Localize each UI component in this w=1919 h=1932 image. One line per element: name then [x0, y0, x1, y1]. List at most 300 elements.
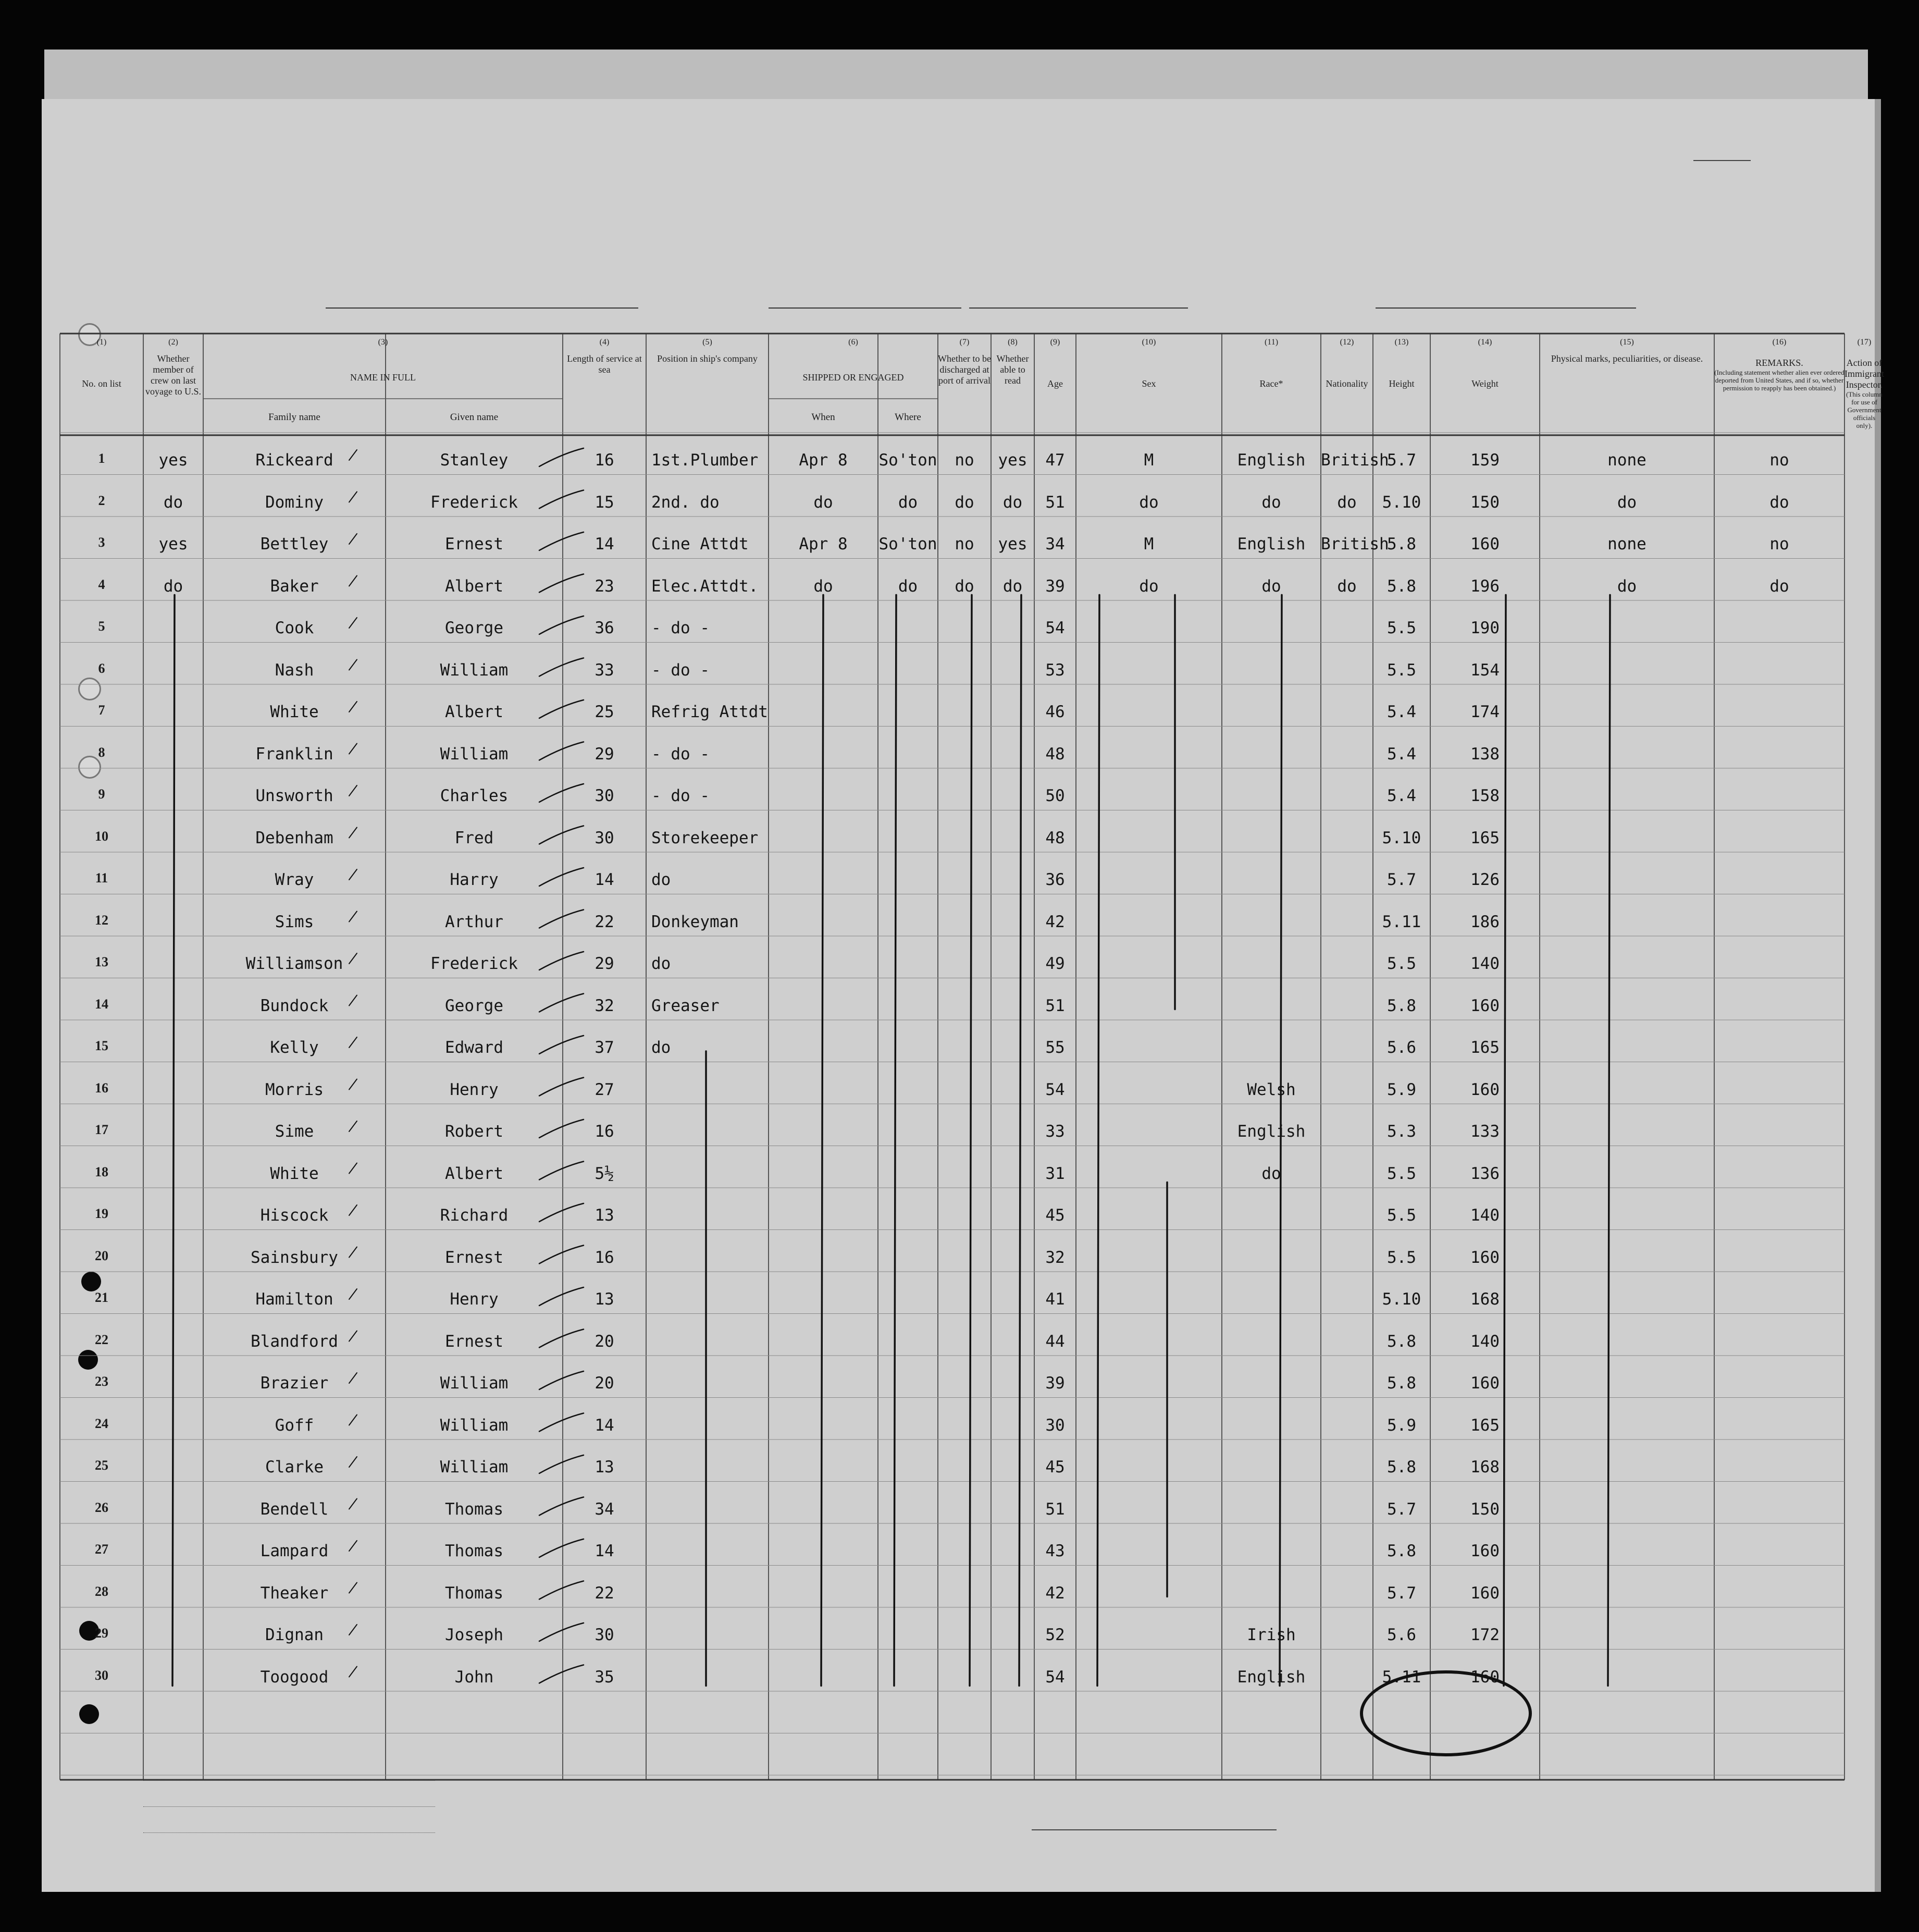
- cell-age: 41: [1045, 1290, 1065, 1309]
- cell-age: 46: [1045, 703, 1065, 721]
- cell-weight: 168: [1470, 1290, 1500, 1309]
- column-label: Race*: [1259, 378, 1283, 389]
- owners-field: [133, 1798, 435, 1810]
- cell-family: Dignan: [265, 1626, 324, 1644]
- row-number: 29: [95, 1626, 108, 1641]
- row-number: 30: [95, 1667, 108, 1683]
- cell-nationality: do: [1337, 576, 1357, 596]
- local-agents-field: [133, 1824, 435, 1836]
- cell-position: Refrig Attdt: [651, 703, 768, 721]
- column-subheader: Family name: [268, 412, 320, 423]
- cell-position: do: [651, 870, 671, 889]
- cell-service: 36: [595, 619, 614, 637]
- cell-height: 5.5: [1387, 1164, 1416, 1183]
- row-number: 8: [98, 744, 105, 760]
- cell-family: Goff: [275, 1416, 314, 1435]
- cell-service: 14: [595, 1542, 614, 1560]
- cell-service: 20: [595, 1374, 614, 1393]
- row-number: 11: [95, 870, 108, 885]
- cell-given: Thomas: [445, 1583, 503, 1603]
- table-row: [42, 577, 1881, 613]
- cell-service: 30: [595, 786, 614, 805]
- cell-age: 42: [1045, 912, 1065, 931]
- cell-height: 5.8: [1387, 576, 1416, 596]
- cell-age: 48: [1045, 744, 1065, 764]
- cell-marks: do: [1617, 493, 1637, 512]
- vessel-line: [42, 279, 1813, 310]
- cell-age: 39: [1045, 576, 1065, 596]
- cell-age: 42: [1045, 1583, 1065, 1603]
- cell-given: Robert: [445, 1122, 503, 1141]
- cell-weight: 150: [1470, 493, 1500, 512]
- cell-height: 5.5: [1387, 954, 1416, 973]
- cell-crew: do: [163, 576, 183, 596]
- row-number: 22: [95, 1332, 108, 1347]
- column-header: [1034, 338, 1076, 389]
- cell-family: Brazier: [260, 1374, 329, 1393]
- cell-remarks: do: [1769, 576, 1789, 596]
- cell-given: Joseph: [445, 1626, 503, 1644]
- row-number: 2: [98, 493, 105, 508]
- cell-read: yes: [998, 451, 1027, 470]
- cell-given: William: [440, 660, 509, 680]
- cell-given: William: [440, 1374, 509, 1393]
- cell-height: 5.8: [1387, 1332, 1416, 1351]
- cell-height: 5.5: [1387, 1248, 1416, 1267]
- cell-remarks: do: [1769, 493, 1789, 512]
- cell-height: 5.8: [1387, 535, 1416, 553]
- cell-when: do: [813, 576, 833, 596]
- column-number: (7): [959, 338, 970, 347]
- cell-sex: do: [1139, 493, 1159, 512]
- cell-height: 5.4: [1387, 703, 1416, 721]
- cell-height: 5.7: [1387, 1583, 1416, 1603]
- cell-position: do: [651, 954, 671, 973]
- cell-race: do: [1261, 493, 1281, 512]
- column-header: [1222, 338, 1321, 389]
- cell-service: 5½: [595, 1164, 614, 1183]
- cell-age: 55: [1045, 1038, 1065, 1057]
- table-row: [42, 1374, 1881, 1410]
- cell-family: Wray: [275, 870, 314, 889]
- cell-marks: none: [1607, 535, 1646, 553]
- cell-weight: 138: [1470, 744, 1500, 764]
- cell-service: 30: [595, 828, 614, 847]
- cell-position: 1st.Plumber: [651, 451, 759, 470]
- from-port-underline: [1376, 307, 1636, 309]
- table-row: [42, 913, 1881, 949]
- column-number: (16): [1772, 338, 1787, 347]
- mm-office-stamp: [1360, 1667, 1532, 1756]
- cell-service: 22: [595, 912, 614, 931]
- cell-height: 5.4: [1387, 786, 1416, 805]
- cell-age: 44: [1045, 1332, 1065, 1351]
- cell-family: White: [270, 1164, 319, 1183]
- table-row: [42, 1122, 1881, 1159]
- cell-race: English: [1237, 535, 1306, 553]
- cell-given: Frederick: [430, 954, 518, 973]
- line-field: [133, 1772, 435, 1784]
- column-number: (12): [1340, 338, 1354, 347]
- cell-height: 5.7: [1387, 451, 1416, 470]
- cell-family: Debenham: [255, 828, 333, 847]
- cell-age: 50: [1045, 786, 1065, 805]
- cell-position: Greaser: [651, 996, 720, 1015]
- cell-where: do: [898, 493, 918, 512]
- cell-service: 32: [595, 996, 614, 1015]
- row-number: 19: [95, 1206, 108, 1221]
- cell-discharged: do: [955, 493, 974, 512]
- sheet-number-label: [1693, 149, 1751, 165]
- cell-family: Theaker: [260, 1583, 329, 1603]
- cell-weight: 140: [1470, 1332, 1500, 1351]
- cell-position: - do -: [651, 619, 710, 637]
- table-row: [42, 451, 1881, 487]
- column-header: [1076, 338, 1222, 389]
- cell-weight: 160: [1470, 1583, 1500, 1603]
- column-header: [1714, 338, 1844, 392]
- cell-given: Ernest: [445, 1332, 503, 1351]
- table-row: [42, 1626, 1881, 1662]
- cell-age: 51: [1045, 1499, 1065, 1519]
- cell-family: Hamilton: [255, 1290, 333, 1309]
- cell-position: Elec.Attdt.: [651, 576, 759, 596]
- table-row: [42, 1332, 1881, 1369]
- cell-given: Harry: [450, 870, 499, 889]
- cell-when: do: [813, 493, 833, 512]
- cell-age: 54: [1045, 1667, 1065, 1687]
- cell-family: Bettley: [260, 535, 329, 553]
- row-number: 12: [95, 912, 108, 928]
- previous-sheet-strip: [44, 50, 1868, 102]
- cell-height: 5.11: [1382, 1667, 1421, 1687]
- cell-family: Morris: [265, 1080, 324, 1099]
- cell-service: 33: [595, 660, 614, 680]
- row-number: 16: [95, 1080, 108, 1096]
- column-subheader: Given name: [450, 412, 499, 423]
- table-row: [42, 1584, 1881, 1620]
- cell-given: William: [440, 1416, 509, 1435]
- cell-weight: 140: [1470, 954, 1500, 973]
- row-number: 15: [95, 1038, 108, 1053]
- cell-position: Storekeeper: [651, 828, 759, 847]
- cell-race: English: [1237, 451, 1306, 470]
- cell-discharged: no: [955, 535, 974, 553]
- cell-family: Sime: [275, 1122, 314, 1141]
- column-number: (14): [1478, 338, 1492, 347]
- column-header: [938, 338, 991, 386]
- cell-family: Unsworth: [255, 786, 333, 805]
- inspector-label: [1032, 1829, 1277, 1832]
- row-number: 1: [98, 451, 105, 466]
- manifest-page: [42, 99, 1884, 1892]
- cell-family: Clarke: [265, 1458, 324, 1476]
- cell-position: 2nd. do: [651, 493, 720, 512]
- column-label: Weight: [1471, 378, 1499, 389]
- column-note: (This column for use of Government officials only).: [1846, 390, 1883, 429]
- column-header: [563, 338, 646, 375]
- cell-age: 51: [1045, 996, 1065, 1015]
- row-number: 21: [95, 1290, 108, 1305]
- cell-given: Arthur: [445, 912, 503, 931]
- column-label: Sex: [1142, 378, 1156, 389]
- cell-height: 5.7: [1387, 870, 1416, 889]
- cell-position: - do -: [651, 786, 710, 805]
- cell-family: Sims: [275, 912, 314, 931]
- column-number: (17): [1857, 338, 1872, 347]
- cell-marks: none: [1607, 451, 1646, 470]
- table-row: [42, 1080, 1881, 1117]
- cell-weight: 186: [1470, 912, 1500, 931]
- cell-read: yes: [998, 535, 1027, 553]
- table-row: [42, 1416, 1881, 1453]
- column-label: NAME IN FULL: [350, 372, 416, 383]
- column-number: (11): [1264, 338, 1279, 347]
- cell-family: Toogood: [260, 1667, 329, 1687]
- column-number: (3): [378, 338, 388, 347]
- cell-service: 13: [595, 1458, 614, 1476]
- table-row: [42, 786, 1881, 823]
- column-header: [1321, 338, 1373, 389]
- cell-weight: 165: [1470, 1416, 1500, 1435]
- cell-discharged: do: [955, 576, 974, 596]
- cell-service: 16: [595, 1248, 614, 1267]
- cell-family: Cook: [275, 619, 314, 637]
- cell-family: Hiscock: [260, 1206, 329, 1225]
- cell-height: 5.8: [1387, 1374, 1416, 1393]
- row-number: 13: [95, 954, 108, 969]
- cell-crew: yes: [158, 535, 188, 553]
- cell-weight: 160: [1470, 1248, 1500, 1267]
- row-number: 27: [95, 1542, 108, 1557]
- table-row: [42, 954, 1881, 991]
- cell-weight: 190: [1470, 619, 1500, 637]
- row-number: 5: [98, 619, 105, 634]
- cell-position: Cine Attdt: [651, 535, 749, 553]
- cell-height: 5.5: [1387, 660, 1416, 680]
- cell-age: 39: [1045, 1374, 1065, 1393]
- column-number: (5): [702, 338, 712, 347]
- cell-family: Williamson: [245, 954, 343, 973]
- column-label: Position in ship's company: [657, 353, 758, 364]
- cell-height: 5.8: [1387, 1542, 1416, 1560]
- cell-race: English: [1237, 1122, 1306, 1141]
- table-row: [42, 1500, 1881, 1536]
- cell-height: 5.10: [1382, 828, 1421, 847]
- column-header: [143, 338, 203, 397]
- column-header: [1540, 338, 1714, 364]
- cell-family: Lampard: [260, 1542, 329, 1560]
- cell-age: 51: [1045, 493, 1065, 512]
- table-row: [42, 1290, 1881, 1326]
- cell-weight: 160: [1470, 535, 1500, 553]
- cell-given: Richard: [440, 1206, 509, 1225]
- cell-age: 34: [1045, 535, 1065, 553]
- column-label: REMARKS.: [1755, 358, 1803, 368]
- cell-when: Apr 8: [799, 535, 848, 553]
- column-label: Action of Immigrant Inspector.: [1844, 358, 1884, 390]
- table-row: [42, 745, 1881, 781]
- column-number: (10): [1142, 338, 1156, 347]
- cell-weight: 160: [1470, 1080, 1500, 1099]
- cell-height: 5.3: [1387, 1122, 1416, 1141]
- cell-service: 23: [595, 576, 614, 596]
- cell-weight: 160: [1470, 1374, 1500, 1393]
- cell-age: 52: [1045, 1626, 1065, 1644]
- column-label: Nationality: [1326, 378, 1368, 389]
- cell-service: 16: [595, 451, 614, 470]
- cell-weight: 159: [1470, 451, 1500, 470]
- cell-weight: 160: [1470, 1667, 1500, 1687]
- cell-given: Edward: [445, 1038, 503, 1057]
- cell-height: 5.8: [1387, 996, 1416, 1015]
- cell-service: 20: [595, 1332, 614, 1351]
- column-label: Whether able to read: [996, 353, 1029, 386]
- cell-height: 5.11: [1382, 912, 1421, 931]
- cell-age: 49: [1045, 954, 1065, 973]
- cell-weight: 172: [1470, 1626, 1500, 1644]
- cell-service: 22: [595, 1583, 614, 1603]
- cell-family: Kelly: [270, 1038, 319, 1057]
- column-number: (6): [848, 338, 858, 347]
- cell-weight: 165: [1470, 828, 1500, 847]
- row-number: 6: [98, 660, 105, 676]
- cell-position: Donkeyman: [651, 912, 739, 931]
- cell-race: Irish: [1247, 1626, 1296, 1644]
- cell-age: 48: [1045, 828, 1065, 847]
- table-row: [42, 996, 1881, 1033]
- cell-race: Welsh: [1247, 1080, 1296, 1099]
- cell-weight: 158: [1470, 786, 1500, 805]
- cell-service: 34: [595, 1499, 614, 1519]
- cell-height: 5.5: [1387, 619, 1416, 637]
- cell-family: Blandford: [251, 1332, 338, 1351]
- cell-height: 5.6: [1387, 1038, 1416, 1057]
- cell-height: 5.10: [1382, 493, 1421, 512]
- cell-race: English: [1237, 1667, 1306, 1687]
- table-row: [42, 1038, 1881, 1075]
- row-number: 28: [95, 1583, 108, 1599]
- port-underline: [769, 307, 961, 309]
- column-header: [203, 338, 563, 383]
- cell-given: Thomas: [445, 1499, 503, 1519]
- cell-marks: do: [1617, 576, 1637, 596]
- table-row: [42, 661, 1881, 697]
- vessel-underline: [326, 307, 638, 309]
- cell-weight: 154: [1470, 660, 1500, 680]
- cell-when: Apr 8: [799, 451, 848, 470]
- row-number: 18: [95, 1164, 108, 1179]
- binder-hole: [79, 1704, 99, 1724]
- column-number: (2): [168, 338, 178, 347]
- row-number: 10: [95, 828, 108, 844]
- cell-service: 14: [595, 535, 614, 553]
- cell-service: 29: [595, 954, 614, 973]
- cell-height: 5.9: [1387, 1416, 1416, 1435]
- column-header: [769, 338, 938, 383]
- date-underline: [969, 307, 1188, 309]
- column-header: [646, 338, 769, 364]
- column-header: [60, 338, 143, 389]
- row-number: 7: [98, 703, 105, 718]
- column-header: [991, 338, 1034, 386]
- cell-service: 14: [595, 870, 614, 889]
- cell-weight: 150: [1470, 1499, 1500, 1519]
- column-label: Whether member of crew on last voyage to U.S.: [145, 353, 201, 397]
- cell-given: John: [454, 1667, 494, 1687]
- cell-height: 5.9: [1387, 1080, 1416, 1099]
- cell-nationality: British: [1321, 451, 1389, 470]
- column-number: (13): [1394, 338, 1409, 347]
- cell-service: 13: [595, 1290, 614, 1309]
- cell-family: Dominy: [265, 493, 324, 512]
- cell-weight: 160: [1470, 996, 1500, 1015]
- cell-age: 32: [1045, 1248, 1065, 1267]
- cell-race: do: [1261, 576, 1281, 596]
- column-number: (9): [1050, 338, 1060, 347]
- cell-position: - do -: [651, 660, 710, 680]
- row-number: 4: [98, 576, 105, 592]
- column-label: Whether to be discharged at port of arrival: [938, 353, 991, 386]
- table-row: [42, 1248, 1881, 1285]
- cell-given: Albert: [445, 1164, 503, 1183]
- table-row: [42, 1206, 1881, 1242]
- table-row: [42, 493, 1881, 530]
- table-row: [42, 1668, 1881, 1704]
- cell-height: 5.7: [1387, 1499, 1416, 1519]
- column-number: (4): [599, 338, 610, 347]
- row-number: 24: [95, 1416, 108, 1431]
- table-row: [42, 703, 1881, 739]
- row-number: 20: [95, 1248, 108, 1263]
- column-label: SHIPPED OR ENGAGED: [802, 372, 904, 383]
- column-number: (8): [1008, 338, 1018, 347]
- cell-read: do: [1002, 493, 1023, 512]
- column-number: (1): [96, 338, 107, 347]
- cell-weight: 136: [1470, 1164, 1500, 1183]
- table-row: [42, 619, 1881, 655]
- cell-position: do: [651, 1038, 671, 1057]
- cell-service: 37: [595, 1038, 614, 1057]
- column-label: Physical marks, peculiarities, or disease.: [1551, 353, 1703, 364]
- cell-age: 33: [1045, 1122, 1065, 1141]
- column-subheader: When: [811, 412, 835, 423]
- cell-family: White: [270, 703, 319, 721]
- cell-given: George: [445, 996, 503, 1015]
- cell-service: 25: [595, 703, 614, 721]
- cell-weight: 196: [1470, 576, 1500, 596]
- cell-family: Bendell: [260, 1499, 329, 1519]
- cell-weight: 126: [1470, 870, 1500, 889]
- cell-discharged: no: [955, 451, 974, 470]
- column-note: (Including statement whether alien ever ordered deported from United States, and if so, whether permission to reapply has been obtained.): [1714, 368, 1844, 392]
- cell-service: 30: [595, 1626, 614, 1644]
- cell-age: 45: [1045, 1206, 1065, 1225]
- cell-height: 5.10: [1382, 1290, 1421, 1309]
- cell-read: do: [1002, 576, 1023, 596]
- cell-age: 54: [1045, 619, 1065, 637]
- cell-age: 53: [1045, 660, 1065, 680]
- cell-where: So'ton: [878, 451, 937, 470]
- cell-family: Baker: [270, 576, 319, 596]
- cell-service: 13: [595, 1206, 614, 1225]
- table-row: [42, 829, 1881, 865]
- cell-given: Ernest: [445, 535, 503, 553]
- cell-given: Thomas: [445, 1542, 503, 1560]
- cell-age: 31: [1045, 1164, 1065, 1183]
- cell-given: Fred: [454, 828, 494, 847]
- column-label: Length of service at sea: [567, 353, 642, 375]
